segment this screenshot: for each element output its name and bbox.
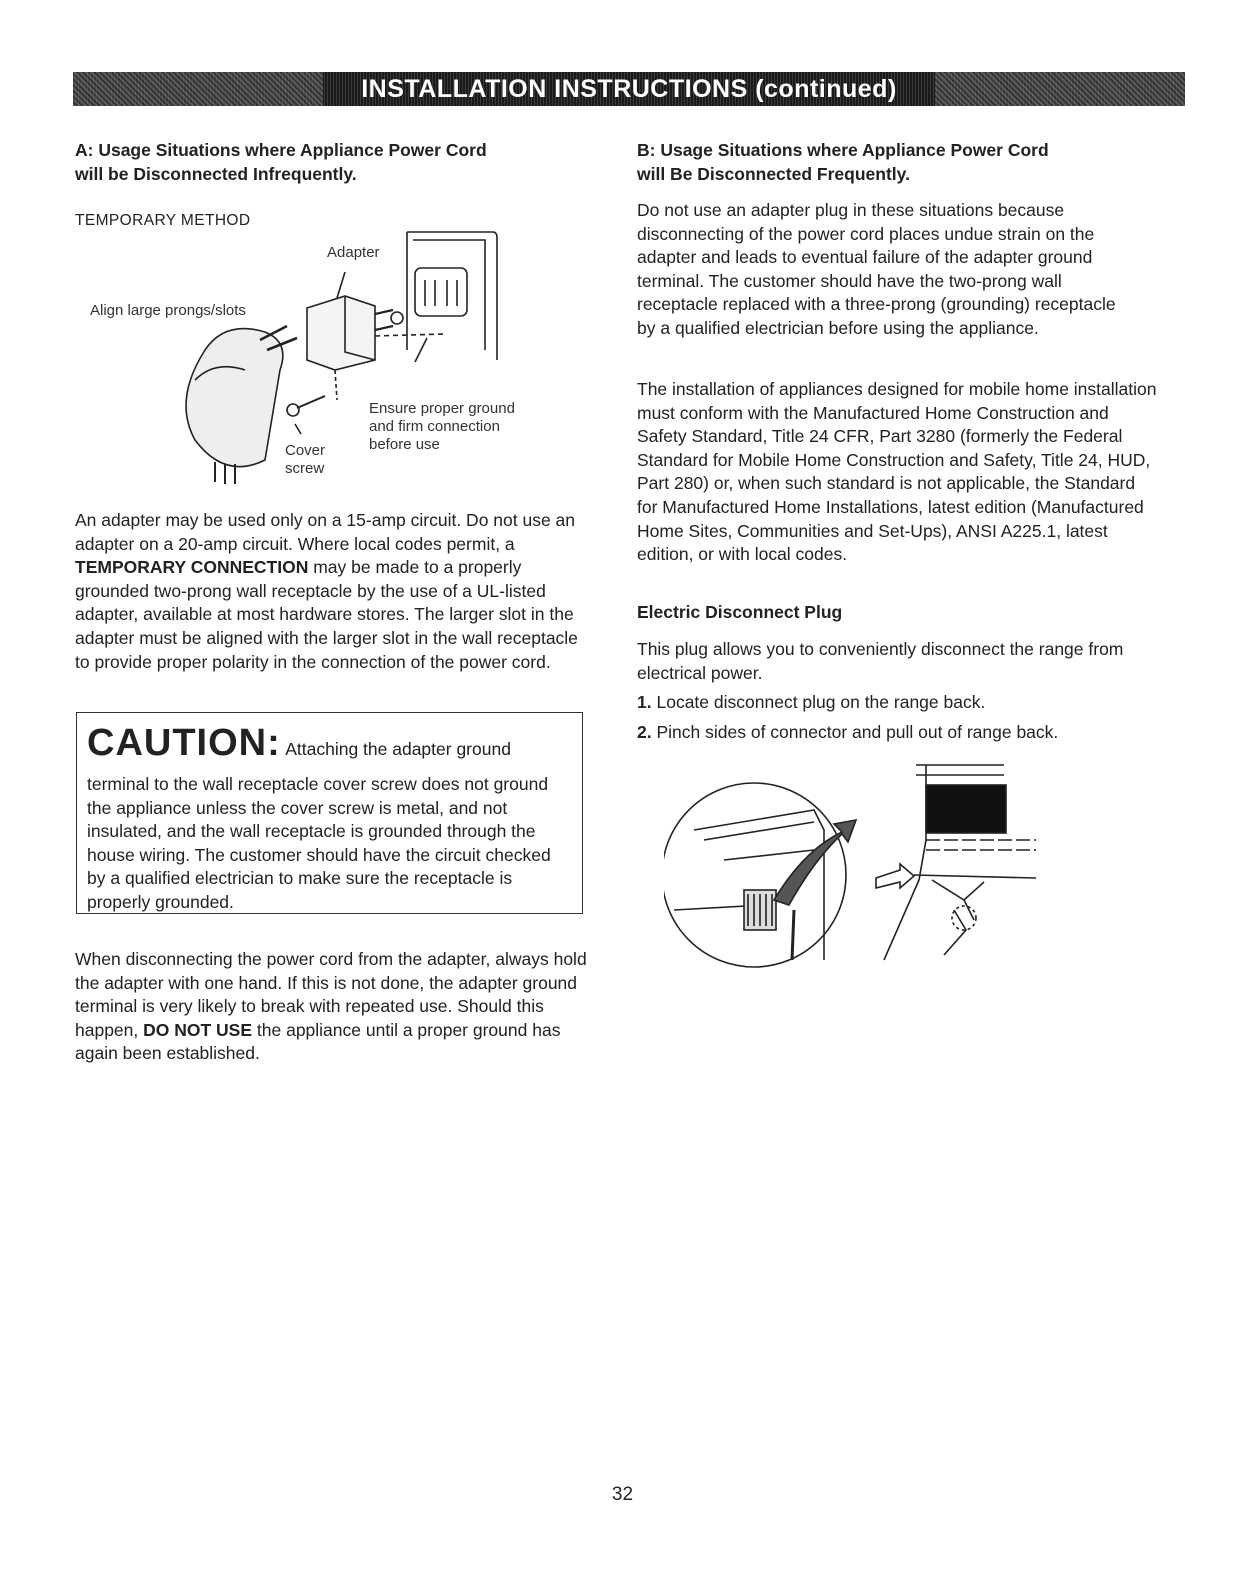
banner-title: INSTALLATION INSTRUCTIONS (continued) xyxy=(361,74,897,103)
ensure-label-2: and firm connection xyxy=(369,418,500,435)
caution-lead: Attaching the adapter ground xyxy=(285,739,511,759)
right-column xyxy=(637,138,1167,186)
mobile-home-paragraph: The installation of appliances designed for mobile home installation must conform with the Manufactured Home Construction and Safety Standard, Title 24 CFR, Part 3280 (formerly the Federal Standard for Mobile Home Construction and Safety, Title 24, HUD, Part 280) or, when such standard is not applicable, the Standard for Manufactured Home Installations, latest edition (Manufactured Home Sites, Communities and Set-Ups), ANSI A225.1, latest edition, or with local codes. xyxy=(637,379,1157,565)
step-2 xyxy=(637,722,1058,743)
section-b-heading-1: B: Usage Situations where Appliance Power Cord xyxy=(637,140,1049,160)
step-number: 1. xyxy=(637,692,652,712)
page-number: 32 xyxy=(611,1484,634,1505)
ensure-label-3: before use xyxy=(369,436,440,453)
cover-label: Cover xyxy=(285,442,326,459)
caution-box xyxy=(76,712,583,914)
section-a-heading-1: A: Usage Situations where Appliance Power Cord xyxy=(75,140,487,160)
step-number: 2. xyxy=(637,722,652,742)
disconnect-paragraph: When disconnecting the power cord from the adapter, always hold the adapter with one hand. If this is not done, the adapter ground terminal is very likely to break with repeated use. Should this happen, DO NOT USE the appliance until a proper ground has again been established. xyxy=(75,949,587,1064)
temporary-connection-term: TEMPORARY CONNECTION xyxy=(75,557,309,578)
caution-text: terminal to the wall receptacle cover screw does not ground the appliance unless the cover screw is metal, and not insulated, and the wall receptacle is grounded through the house wiring. The customer should have the circuit checked by a qualified electrician to make sure the receptacle is properly grounded. xyxy=(87,774,551,912)
disconnect-plug-paragraph: This plug allows you to conveniently disconnect the range from electrical power. xyxy=(637,639,1124,683)
ensure-label-1: Ensure proper ground xyxy=(369,400,515,417)
adapter-label: Adapter xyxy=(327,244,380,261)
do-not-use-term: DO NOT USE xyxy=(143,1019,253,1040)
align-label: Align large prongs/slots xyxy=(90,302,246,319)
section-a-heading-2: will be Disconnected Infrequently. xyxy=(75,164,357,184)
section-b-heading-2: will Be Disconnected Frequently. xyxy=(637,164,910,184)
temporary-method-label: TEMPORARY METHOD xyxy=(75,212,251,229)
caution-word: CAUTION: xyxy=(87,722,281,764)
step-text: Pinch sides of connector and pull out of range back. xyxy=(656,722,1059,742)
left-column xyxy=(75,138,595,186)
disconnect-plug-figure xyxy=(664,760,1044,975)
adapter-paragraph: An adapter may be used only on a 15-amp circuit. Do not use an adapter on a 20-amp circuit. Where local codes permit, a TEMPORARY CONNECTION may be made to a properly grounded two-prong wall receptacle by the use of a UL-listed adapter, available at most hardware stores. The larger slot in the adapter must be aligned with the larger slot in the wall receptacle to provide proper polarity in the connection of the power cord. xyxy=(75,510,578,672)
step-text: Locate disconnect plug on the range back. xyxy=(656,692,986,712)
frequent-disconnect-paragraph: Do not use an adapter plug in these situations because disconnecting of the power cord places undue strain on the adapter and leads to eventual failure of the adapter ground terminal. The customer should have the two-prong wall receptacle replaced with a three-prong (grounding) receptacle by a qualified electrician before using the appliance. xyxy=(637,200,1116,338)
range-back-illustration xyxy=(664,760,1044,975)
adapter-figure xyxy=(75,210,575,490)
step-1 xyxy=(637,692,985,713)
screw-label: screw xyxy=(285,460,325,477)
electric-disconnect-heading: Electric Disconnect Plug xyxy=(637,602,843,622)
section-banner xyxy=(73,72,1185,106)
